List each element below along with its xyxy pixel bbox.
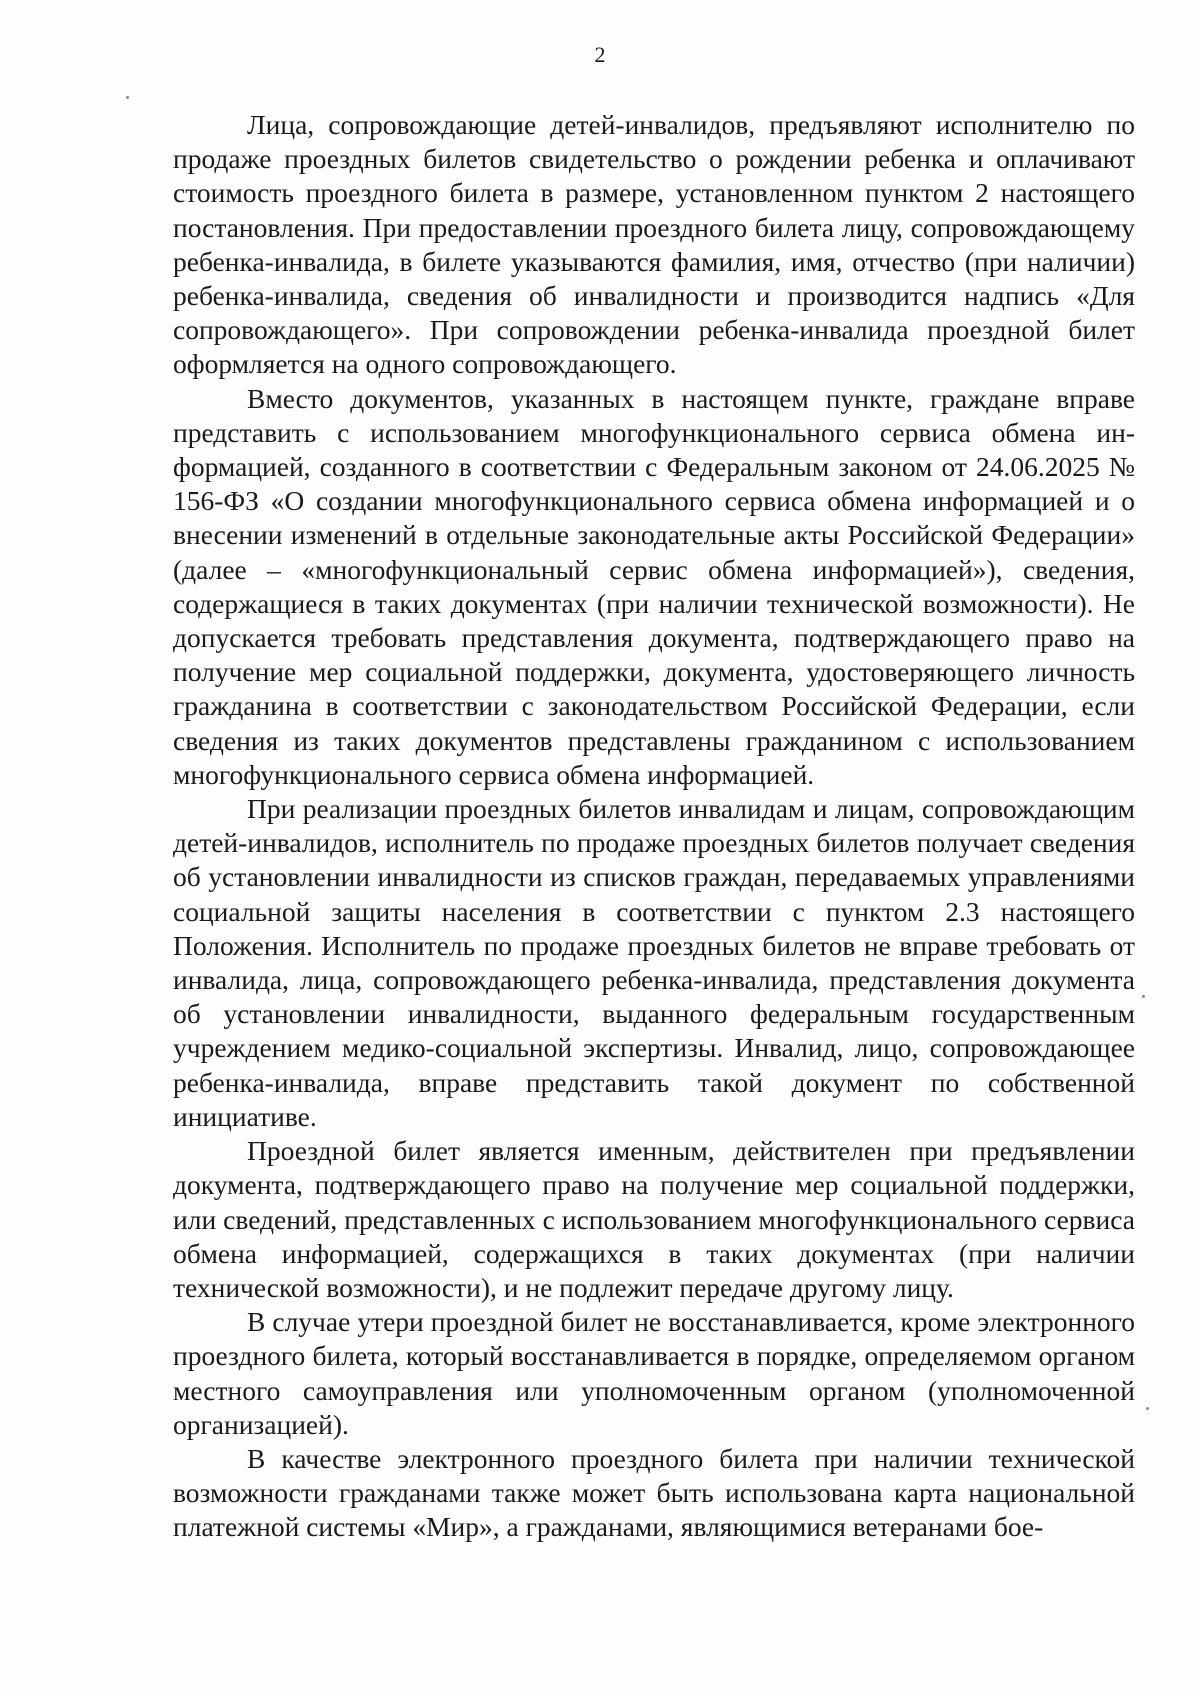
scan-artifact-dot [1142, 995, 1145, 998]
paragraph: Проездной билет является именным, действителен при предъявлении документа, подтверждающего право на получение мер социальной поддержки, или сведений, представленных с использованием многофункционального сервиса обмена информацией, содержащихся в таких документах (при наличии технической возможности), и не подлежит передаче другому лицу. [173, 1135, 1135, 1303]
paragraph: Вместо документов, указанных в настоящем пункте, граждане вправе представить с использованием многофункционального сервиса обмена информацией, созданного в соответствии с Федеральным законом от 24.06.2025 № 156-ФЗ «О создании многофункционального сервиса обмена информацией и о внесении изменений в отдельные законодательные акты Российской Федерации» (далее – «многофункциональный сервис обмена информацией»), сведения, содержащиеся в таких документах (при наличии технической возможности). Не допускается требовать представления документа, подтверждающего право на получение мер социальной поддержки, документа, удостоверяющего личность гражданина в соответствии с законодательством Российской Федерации, если сведения из таких документов представлены гражданином с использованием многофункционального сервиса обмена информацией. [173, 382, 1135, 790]
scan-artifact-dot [1146, 1407, 1149, 1410]
scan-artifact-dot [126, 96, 129, 99]
paragraph: В качестве электронного проездного билета при наличии технической возможности гражданами также может быть использована карта национальной платежной системы «Мир», а гражданами, являющимися ветеранами бое- [173, 1442, 1135, 1543]
paragraph: В случае утери проездной билет не восстанавливается, кроме электронного проездного билета, который восстанавливается в порядке, определяемом органом местного самоуправления или уполномоченным органом (уполномоченной организацией). [173, 1306, 1135, 1440]
paragraph: При реализации проездных билетов инвалидам и лицам, сопровождающим детей-инвалидов, исполнитель по продаже проездных билетов получает сведения об установлении инвалидности из списков граждан, передаваемых управлениями социальной защиты населения в соответствии с пунктом 2.3 настоящего Положения. Исполнитель по продаже проездных билетов не вправе требовать от инвалида, лица, сопровождающего ребенка-инвалида, представления документа об установлении инвалидности, выданного федеральным государственным учреждением медико-социальной экспертизы. Инвалид, лицо, сопровождающее ребенка-инвалида, вправе представить такой документ по собственной инициативе. [173, 793, 1135, 1132]
page-number: 2 [594, 42, 606, 67]
document-body [173, 108, 1135, 1545]
paragraph: Лица, сопровождающие детей-инвалидов, предъявляют исполнителю по продаже проездных билетов свидетельство о рождении ребенка и оплачивают стоимость проездного билета в размере, установленном пунктом 2 настоящего постановления. При предоставлении проездного билета лицу, сопровождающему ребенка-инвалида, в билете указываются фамилия, имя, отчество (при наличии) ребенка-инвалида, сведения об инвалидности и производится надпись «Для сопровождающего». При сопровождении ребенка-инвалида проездной билет оформляется на одного сопровождающего. [173, 109, 1135, 380]
